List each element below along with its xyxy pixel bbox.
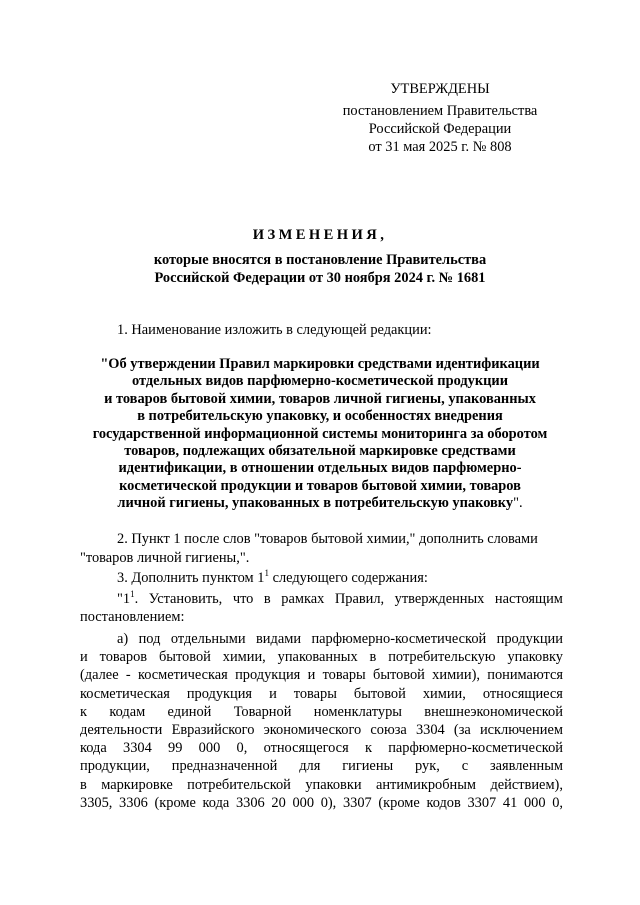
subparagraph-a-line [80,666,563,684]
subparagraph-a-line [80,630,563,648]
word: косметическая [137,667,228,684]
word: маркировке [101,776,173,793]
word: кодам [109,703,146,720]
word: и [307,667,316,684]
quote-line-last [60,495,580,512]
word: союза [370,721,407,738]
word: в [263,591,271,607]
word: Установить, [148,591,223,607]
word: упаковку [507,649,563,666]
word: 20 [271,794,286,811]
word: товары [322,667,366,684]
word: предназначенной [171,758,278,775]
subparagraph-a-line [80,721,563,739]
word: бытовой [353,685,406,702]
word: (кроме [154,794,196,811]
item-2-line-1: 2. Пункт 1 после слов "товаров бытовой химии," дополнить словами [117,531,538,547]
word: продукции, [80,758,150,775]
word: упакованных [277,649,358,666]
word: и [80,649,88,666]
quote-line: товаров, подлежащих обязательной маркировке средствами [124,443,516,460]
subtitle-line: Российской Федерации от 30 ноября 2024 г. № 1681 [154,270,486,286]
subparagraph-a-line [80,757,563,775]
para-open-text: "1 [117,591,131,607]
quote-line: идентификации, в отношении отдельных видов парфюмерно- [118,460,522,477]
word: настоящим [494,591,563,607]
word: внешнеэкономической [424,703,563,720]
word: парфюмерно-косметической [388,740,563,757]
word: 0), [320,794,337,811]
word: кода [80,740,107,757]
word: (кроме [378,794,420,811]
item-2-line-2: "товаров личной гигиены,". [80,550,250,566]
word: 99 [168,740,183,757]
word: номенклатуры [313,703,402,720]
word: относящегося [263,740,349,757]
word: 000 [292,794,315,811]
word: деятельности [80,721,163,738]
word: потребительской [187,776,291,793]
word: (далее [80,667,119,684]
word: продукция [186,685,253,702]
word: упаковки [305,776,362,793]
word: исключением [479,721,563,738]
word: в [80,776,87,793]
item-3-text-after: следующего содержания: [268,570,428,586]
word: косметическая [80,685,170,702]
word: парфюмерно-косметической [311,631,487,647]
subparagraph-a-line [80,703,563,721]
item-1: 1. Наименование изложить в следующей редакции: [117,322,432,338]
word: под [138,631,161,647]
word: продукция [235,667,301,684]
word: Евразийского [171,721,255,738]
word: с [461,758,469,775]
word: товары [293,685,337,702]
word: 3305, [80,794,113,811]
word: к [80,703,87,720]
word: продукции [496,631,563,647]
para-rest: . [134,591,139,607]
para-line-2: постановлением: [80,609,185,626]
subtitle-line: которые вносятся в постановление Правительства [153,252,487,268]
quote-closing: ". [513,495,523,512]
subparagraph-a-line [80,648,563,666]
word: гигиены [342,758,394,775]
new-title-quote [60,356,580,513]
paragraph-1-1-line [80,608,563,626]
quote-line: и товаров бытовой химии, товаров личной гигиены, упакованных [104,390,536,407]
word: антимикробным [375,776,477,793]
approval-line: Российской Федерации [368,121,512,137]
word: химии), [432,667,480,684]
word: отдельными [170,631,246,647]
word: кода [202,794,230,811]
document-title: ИЗМЕНЕНИЯ, [252,227,388,243]
word: кодов [426,794,461,811]
word: 000 [523,794,546,811]
word: единой [167,703,212,720]
word: рамках [281,591,325,607]
para-sup: 1 [130,589,135,599]
word: 3306 [119,794,148,811]
quote-line: "Об утверждении Правил маркировки средствами идентификации [100,356,540,372]
word: понимаются [487,667,563,684]
word: химии, [422,685,466,702]
word: потребительскую [388,649,496,666]
subparagraph-a-line [80,794,563,812]
approval-line: постановлением Правительства [342,103,538,119]
approval-block [300,80,580,156]
document-subtitle [0,251,640,287]
para-open [117,590,138,608]
word: 3304 [123,740,152,757]
word: товаров [99,649,148,666]
subparagraph-a-line [80,739,563,757]
quote-line: государственной информационной системы мониторинга за оборотом [92,425,548,442]
quote-line: косметической продукции и товаров бытовой химии, товаров [119,477,521,494]
quote-line: личной гигиены, упакованных в потребительскую упаковку [117,495,514,512]
word: химии, [222,649,266,666]
item-3-sup: 1 [264,568,269,578]
word: действием), [490,776,563,793]
word: для [299,758,321,775]
word: бытовой [373,667,425,684]
word: 3306 [235,794,265,811]
word: 000 [198,740,221,757]
quote-line: в потребительскую упаковку, и особенностях внедрения [137,408,503,425]
word: Правил, [334,591,385,607]
subparagraph-a [80,630,563,812]
word: а) [117,631,129,647]
word: 3307 [342,794,372,811]
word: в [369,649,377,666]
word: 0, [552,794,563,811]
word: к [364,740,372,757]
paragraph-1-1 [80,590,563,626]
word: Товарной [233,703,292,720]
item-3-text: 3. Дополнить пунктом 1 [117,570,265,586]
word: рук, [415,758,440,775]
word: 41 [502,794,518,811]
word: (за [453,721,471,738]
subparagraph-a-line [80,776,563,794]
word: 3304 [415,721,445,738]
word: 3307 [467,794,497,811]
word: относящиеся [482,685,563,702]
approval-line: от 31 мая 2025 г. № 808 [368,139,512,155]
word: бытовой [158,649,211,666]
subparagraph-a-line [80,685,563,703]
word: 0, [236,740,248,757]
word: заявленным [489,758,563,775]
word: видами [256,631,302,647]
paragraph-1-1-line [80,590,563,608]
word: экономического [263,721,362,738]
word: что [232,591,254,607]
quote-line: отдельных видов парфюмерно-косметической продукции [131,373,509,390]
word: и [269,685,277,702]
item-3 [117,569,428,587]
word: - [125,667,131,684]
approval-heading: УТВЕРЖДЕНЫ [390,81,490,97]
word: утвержденных [394,591,485,607]
